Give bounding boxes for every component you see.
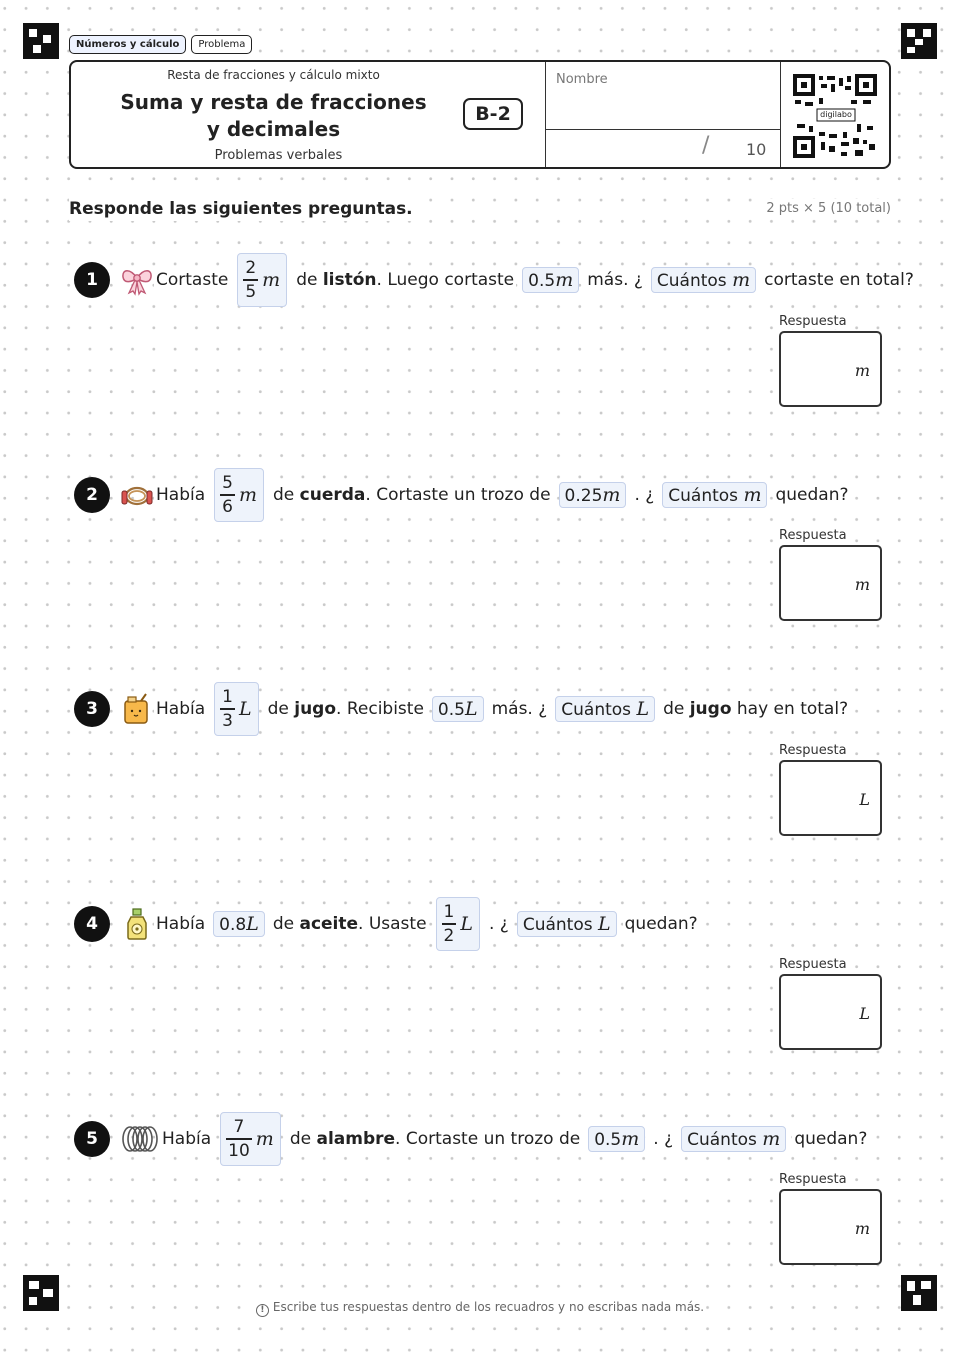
question-intro: Cortaste [156,270,229,290]
juice-icon [120,692,154,726]
question-number: 3 [74,691,110,727]
ask-unit: m [743,484,762,506]
question-end: de jugo hay en total? [663,699,849,719]
ribbon-icon [120,263,154,297]
value-box [588,1126,645,1152]
worksheet-kind: Problemas verbales [214,148,343,163]
question-text: de cuerda. Cortaste un trozo de [273,485,551,505]
fraction-denominator: 5 [245,281,257,302]
fraction-unit: m [255,1128,274,1150]
answer-box-3[interactable] [779,760,882,836]
question-open: . ¿ [653,1129,674,1149]
question-intro: Había [162,1129,212,1149]
qr-label: digilabo [820,110,852,119]
ask-unit: L [636,698,650,720]
value-number: 0.5 [437,700,465,720]
ask-unit: m [732,269,751,291]
question-end: quedan? [794,1129,868,1149]
question-5 [74,1109,869,1169]
value-number: 0.5 [594,1130,622,1150]
category-tag: Números y cálculo [69,35,186,54]
fraction-numerator: 1 [222,687,233,708]
ask-text: Cuántos [561,700,632,720]
ask-text: Cuántos [656,271,727,291]
fraction [226,1116,252,1162]
question-number: 2 [74,477,110,513]
question-end: cortaste en total? [764,270,914,290]
question-4 [74,894,700,954]
answer-unit: m [854,1219,870,1238]
fraction-numerator: 5 [222,473,233,494]
fraction-numerator: 2 [245,258,257,279]
rope-icon [120,478,154,512]
ask-box [662,482,767,508]
ask-unit: m [762,1128,781,1150]
answer-unit: m [854,361,870,380]
value-number: 0.5 [528,271,556,291]
value-box [432,696,484,722]
worksheet-code: B-2 [463,98,523,130]
question-intro: Había [156,699,206,719]
answer-unit: m [854,575,870,594]
footer-wrap [254,1300,706,1314]
worksheet-header [69,60,891,169]
ask-text: Cuántos [687,1130,757,1150]
score-slash: / [702,133,710,158]
fraction-denominator: 3 [222,710,233,731]
answer-label: Respuesta [779,743,847,758]
question-open: . ¿ [489,914,509,934]
question-text: de aceite. Usaste [272,914,427,934]
ask-box [681,1126,786,1152]
value-unit: m [602,484,621,506]
fraction [220,686,235,732]
score-field[interactable] [546,130,781,167]
ask-unit: L [598,913,611,935]
corner-marker-top-right [901,23,937,59]
fraction-denominator: 10 [228,1140,250,1161]
fraction-unit: m [238,484,257,506]
wire-coil-icon [120,1122,160,1156]
question-3 [74,679,850,739]
value-unit: m [555,269,574,291]
answer-unit: L [859,1004,870,1023]
answer-label: Respuesta [779,528,847,543]
value-unit: m [621,1128,640,1150]
info-icon: ! [256,1304,269,1317]
footer-text: Escribe tus respuestas dentro de los recuadros y no escribas nada más. [272,1300,705,1314]
ask-box [651,267,756,293]
fraction-box [214,468,264,522]
answer-box-1[interactable] [779,331,882,407]
fraction-numerator: 7 [233,1117,245,1138]
instructions: Responde las siguientes preguntas. [69,199,413,219]
question-open: . ¿ [634,485,655,505]
fraction-unit: L [460,913,473,935]
answer-label: Respuesta [779,314,847,329]
fraction-unit: m [262,269,281,291]
fraction [442,901,457,947]
value-box [213,911,265,937]
fraction-denominator: 6 [222,496,233,517]
question-end: quedan? [624,914,698,934]
answer-box-5[interactable] [779,1189,882,1265]
question-intro: Había [156,485,206,505]
worksheet-subtitle: Resta de fracciones y cálculo mixto [167,68,380,82]
question-number: 5 [74,1121,110,1157]
question-text: de jugo. Recibiste [267,699,424,719]
question-end: quedan? [775,485,849,505]
ask-text: Cuántos [522,915,593,935]
answer-unit: L [859,790,870,809]
corner-marker-top-left [23,23,59,59]
title-section [71,62,546,167]
question-open: más. ¿ [587,270,643,290]
oil-bottle-icon [120,907,154,941]
score-max: 10 [746,140,767,159]
answer-box-4[interactable] [779,974,882,1050]
answer-label: Respuesta [779,957,847,972]
question-number: 4 [74,906,110,942]
tag-row [69,35,252,54]
ask-text: Cuántos [668,486,739,506]
value-unit: L [246,913,259,935]
name-field[interactable] [546,62,781,130]
worksheet-title: Suma y resta de fracciones y decimales [120,90,427,141]
type-tag: Problema [191,35,252,54]
fraction-unit: L [238,698,252,720]
fraction [220,472,235,518]
answer-label: Respuesta [779,1172,847,1187]
value-number: 0.25 [564,486,603,506]
question-open: más. ¿ [491,699,548,719]
value-unit: L [464,698,478,720]
ask-box [517,911,617,937]
question-intro: Había [156,914,206,934]
question-text: de listón. Luego cortaste [296,270,515,290]
question-1 [74,250,916,310]
fraction-box [220,1112,281,1166]
fraction-box [436,897,480,951]
question-2 [74,465,851,525]
question-text: de alambre. Cortaste un trozo de [289,1129,581,1149]
value-number: 0.8 [219,915,247,935]
fraction-denominator: 2 [443,925,455,946]
question-number: 1 [74,262,110,298]
footer-note [0,1300,960,1317]
fraction-box [214,682,258,736]
value-box [522,267,579,293]
fraction [243,257,258,303]
name-label: Nombre [556,72,608,87]
fraction-numerator: 1 [443,902,455,923]
fraction-box [237,253,287,307]
answer-box-2[interactable] [779,545,882,621]
points-info: 2 pts × 5 (10 total) [766,201,891,216]
ask-box [555,696,655,722]
value-box [559,482,627,508]
